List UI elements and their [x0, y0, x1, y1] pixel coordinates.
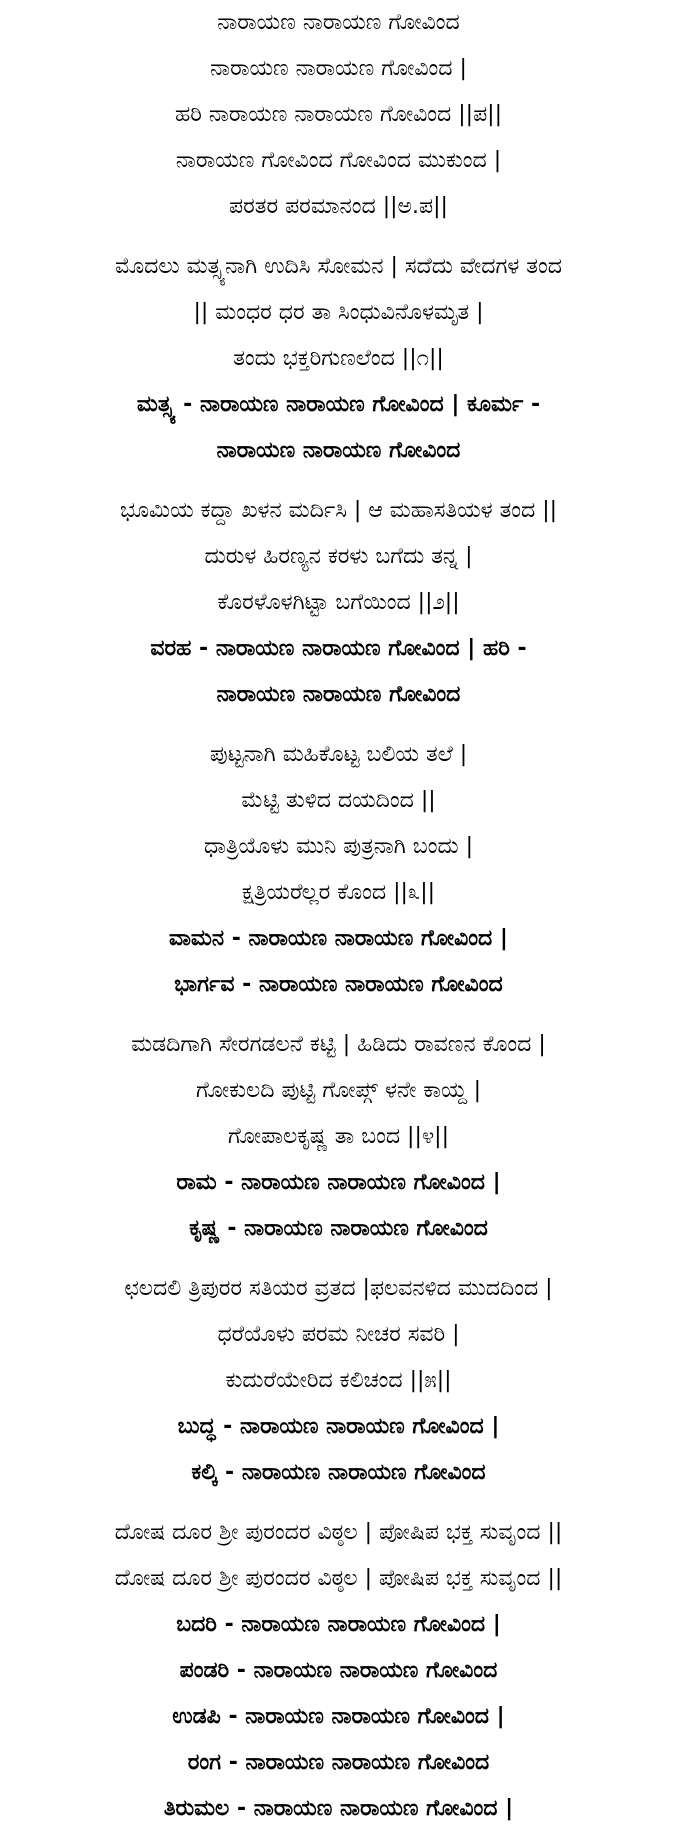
stanza-gap	[0, 474, 677, 488]
stanza	[0, 488, 677, 718]
stanza-gap	[0, 1252, 677, 1266]
verse-line: ಧರೆಯೊಳು ಪರಮ ನೀಚರ ಸವರಿ |	[217, 1322, 460, 1347]
stanza-gap	[0, 718, 677, 732]
refrain-line: ಭಾರ್ಗವ - ನಾರಾಯಣ ನಾರಾಯಣ ಗೋವಿಂದ	[174, 972, 503, 997]
refrain-line: ಕಲ್ಕಿ - ನಾರಾಯಣ ನಾರಾಯಣ ಗೋವಿಂದ	[191, 1460, 486, 1485]
verse-line: ಭೂಮಿಯ ಕದ್ದಾ ಖಳನ ಮರ್ದಿಸಿ | ಆ ಮಹಾಸತಿಯಳ ತಂದ ||	[119, 498, 558, 523]
refrain-line: ಮತ್ಸ್ಯ - ನಾರಾಯಣ ನಾರಾಯಣ ಗೋವಿಂದ | ಕೂರ್ಮ -	[136, 392, 541, 417]
verse-line: ದೋಷ ದೂರ ಶ್ರೀ ಪುರಂದರ ವಿಠ್ಠಲ | ಪೋಷಿಪ ಭಕ್ತ ಸುವೃಂದ ||	[114, 1566, 563, 1591]
verse-line: ಛಲದಲಿ ತ್ರಿಪುರರ ಸತಿಯರ ವ್ರತದ |ಫಲವನಳಿದ ಮುದದಿಂದ |	[124, 1276, 553, 1301]
verse-line: ಮಡದಿಗಾಗಿ ಸೇರಗಡಲನೆ ಕಟ್ಟಿ | ಹಿಡಿದು ರಾವಣನ ಕೊಂದ |	[131, 1032, 546, 1057]
stanza	[0, 1022, 677, 1252]
refrain-line: ಕೃಷ್ಣ - ನಾರಾಯಣ ನಾರಾಯಣ ಗೋವಿಂದ	[189, 1216, 488, 1241]
verse-line: ಹರಿ ನಾರಾಯಣ ನಾರಾಯಣ ಗೋವಿಂದ ||ಪ||	[174, 102, 502, 127]
stanza	[0, 1266, 677, 1496]
verse-line: ನಾರಾಯಣ ನಾರಾಯಣ ಗೋವಿಂದ |	[210, 56, 467, 81]
refrain-line: ನಾರಾಯಣ ನಾರಾಯಣ ಗೋವಿಂದ	[216, 438, 461, 463]
verse-line: ದೋಷ ದೂರ ಶ್ರೀ ಪುರಂದರ ವಿಠ್ಠಲ | ಪೋಷಿಪ ಭಕ್ತ ಸುವೃಂದ ||	[114, 1520, 563, 1545]
verse-line: ಮೊದಲು ಮತ್ಸ್ಯನಾಗಿ ಉದಿಸಿ ಸೋಮನ | ಸದೆದು ವೇದಗಳ ತಂದ	[115, 254, 562, 279]
verse-line: ಕುದುರೆಯೇರಿದ ಕಲಿಚಂದ ||೫||	[225, 1368, 452, 1393]
stanza-gap	[0, 1008, 677, 1022]
verse-line: ಗೋಪಾಲಕೃಷ್ಣ ತಾ ಬಂದ ||೪||	[227, 1124, 450, 1149]
verse-line: ಧಾತ್ರಿಯೊಳು ಮುನಿ ಪುತ್ರನಾಗಿ ಬಂದು |	[203, 834, 474, 859]
verse-line: ನಾರಾಯಣ ಗೋವಿಂದ ಗೋವಿಂದ ಮುಕುಂದ |	[175, 148, 502, 173]
refrain-line: ಪಂಡರಿ - ನಾರಾಯಣ ನಾರಾಯಣ ಗೋವಿಂದ	[179, 1658, 498, 1683]
verse-line: || ಮಂಧರ ಧರ ತಾ ಸಿಂಧುವಿನೊಳಮೃತ |	[193, 300, 484, 325]
stanza	[0, 732, 677, 1008]
stanza	[0, 0, 677, 230]
refrain-line: ನಾರಾಯಣ ನಾರಾಯಣ ಗೋವಿಂದ	[216, 682, 461, 707]
stanza	[0, 1510, 677, 1832]
refrain-line: ಉಡಪಿ - ನಾರಾಯಣ ನಾರಾಯಣ ಗೋವಿಂದ |	[172, 1704, 505, 1729]
stanza-gap	[0, 1496, 677, 1510]
verse-line: ಪುಟ್ಟನಾಗಿ ಮಹಿಕೊಟ್ಟ ಬಲಿಯ ತಲೆ |	[209, 742, 468, 767]
refrain-line: ತಿರುಮಲ - ನಾರಾಯಣ ನಾರಾಯಣ ಗೋವಿಂದ |	[163, 1796, 514, 1821]
verse-line: ಕೊರಳೊಳಗಿಟ್ಟಾ ಬಗೆಯಿಂದ ||೨||	[217, 590, 460, 615]
stanza-gap	[0, 230, 677, 244]
verse-line: ಮೆಟ್ಟಿ ತುಳಿದ ದಯದಿಂದ ||	[241, 788, 436, 813]
verse-line: ತಂದು ಭಕ್ತರಿಗುಣಲೆಂದ ||೧||	[233, 346, 444, 371]
stanza	[0, 244, 677, 474]
refrain-line: ವರಹ - ನಾರಾಯಣ ನಾರಾಯಣ ಗೋವಿಂದ | ಹರಿ -	[150, 636, 527, 661]
verse-line: ಕ್ಷತ್ರಿಯರೆಲ್ಲರ ಕೊಂದ ||೩||	[241, 880, 436, 905]
refrain-line: ರಾಮ - ನಾರಾಯಣ ನಾರಾಯಣ ಗೋವಿಂದ |	[176, 1170, 501, 1195]
refrain-line: ರಂಗ - ನಾರಾಯಣ ನಾರಾಯಣ ಗೋವಿಂದ	[187, 1750, 490, 1775]
refrain-line: ಬುದ್ಧ - ನಾರಾಯಣ ನಾರಾಯಣ ಗೋವಿಂದ |	[177, 1414, 500, 1439]
refrain-line: ಬದರಿ - ನಾರಾಯಣ ನಾರಾಯಣ ಗೋವಿಂದ |	[176, 1612, 501, 1637]
verse-line: ಪರತರ ಪರಮಾನಂದ ||ಅ.ಪ||	[229, 194, 448, 219]
verse-line: ಗೋಕುಲದಿ ಪುಟ್ಟಿ ಗೋಪ್ಗ್ ಳನೇ ಕಾಯ್ದ |	[195, 1078, 482, 1103]
refrain-line: ವಾಮನ - ನಾರಾಯಣ ನಾರಾಯಣ ಗೋವಿಂದ |	[169, 926, 508, 951]
verse-line: ನಾರಾಯಣ ನಾರಾಯಣ ಗೋವಿಂದ	[217, 10, 460, 35]
verse-line: ದುರುಳ ಹಿರಣ್ಯನ ಕರಳು ಬಗೆದು ತನ್ನ |	[204, 544, 473, 569]
